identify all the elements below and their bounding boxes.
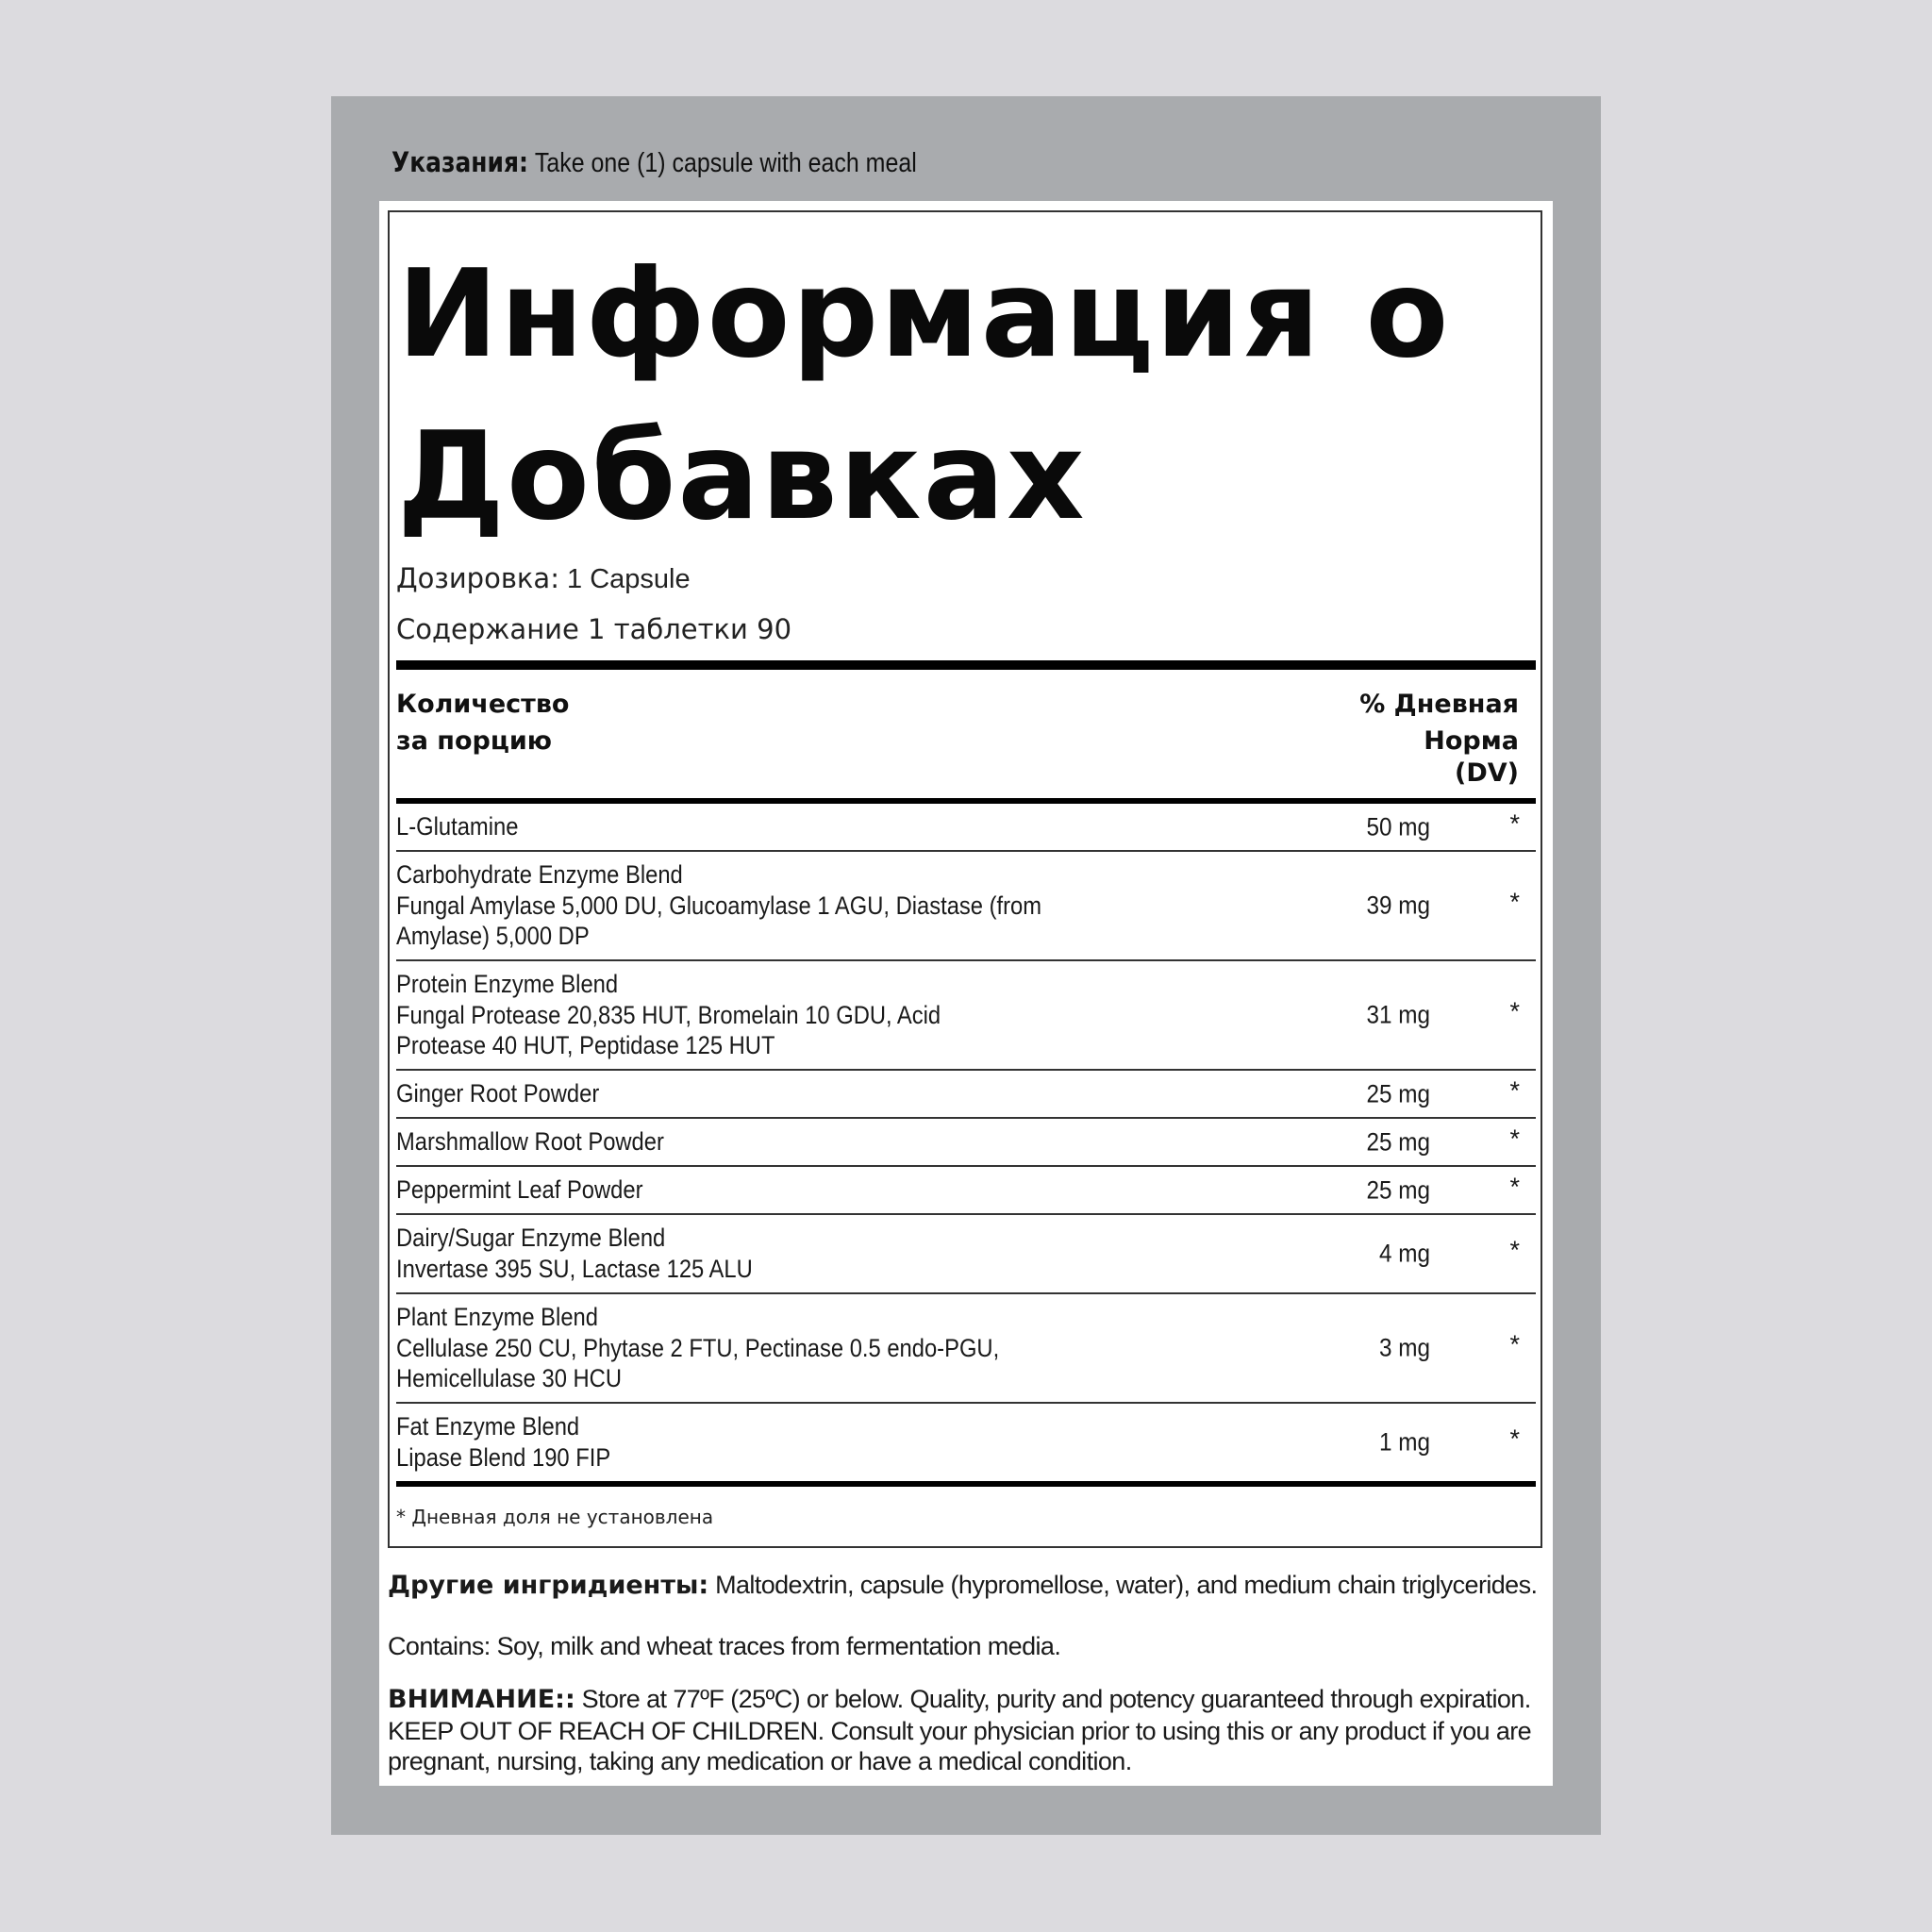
table-row — [396, 961, 1536, 1071]
allergen-statement: Contains: Soy, milk and wheat traces from fermentation media. — [388, 1632, 1061, 1660]
table-row — [396, 1119, 1536, 1167]
ingredient-amount: 50 mg — [1366, 812, 1430, 841]
daily-value-header — [1330, 686, 1519, 788]
ingredient-dv: * — [1509, 1124, 1520, 1153]
ingredient-detail: Cellulase 250 CU, Phytase 2 FTU, Pectinase 0.5 endo-PGU, Hemicellulase 30 HCU — [396, 1333, 1000, 1392]
facts-title: Информация о Добавках — [397, 244, 1451, 547]
serving-size-label: Дозировка: — [396, 562, 559, 594]
ingredient-amount: 39 mg — [1366, 891, 1430, 920]
directions-text: Take one (1) capsule with each meal — [528, 148, 917, 178]
thick-divider-top — [396, 660, 1536, 670]
ingredient-name: Fat Enzyme Blend — [396, 1412, 580, 1441]
table-row — [396, 1071, 1536, 1119]
ingredient-amount: 25 mg — [1366, 1079, 1430, 1108]
warning — [388, 1684, 1548, 1777]
warning-label: ВНИМАНИЕ:: — [388, 1685, 575, 1714]
ingredient-name: Protein Enzyme Blend — [396, 970, 619, 998]
table-row — [396, 1404, 1536, 1481]
table-row — [396, 804, 1536, 852]
ingredient-detail: Lipase Blend 190 FIP — [396, 1442, 611, 1472]
amount-header-line1: Количество — [396, 690, 570, 719]
table-row — [396, 1294, 1536, 1404]
daily-value-footnote: * Дневная доля не установлена — [396, 1506, 714, 1528]
dv-header-line1: % Дневная — [1359, 690, 1519, 719]
table-row — [396, 852, 1536, 961]
ingredient-name: Ginger Root Powder — [396, 1079, 600, 1108]
amount-header-line2: за порцию — [396, 726, 553, 756]
ingredient-name: Carbohydrate Enzyme Blend — [396, 860, 683, 889]
ingredient-dv: * — [1509, 1075, 1520, 1105]
dv-header-line2: Норма — [1424, 726, 1519, 756]
ingredient-dv: * — [1509, 1329, 1520, 1358]
ingredient-name: L-Glutamine — [396, 812, 519, 841]
ingredient-name: Plant Enzyme Blend — [396, 1303, 598, 1331]
ingredient-detail: Fungal Amylase 5,000 DU, Glucoamylase 1 AGU, Diastase (from Amylase) 5,000 DP — [396, 891, 1042, 950]
ingredient-dv: * — [1509, 996, 1520, 1025]
serving-size — [396, 562, 691, 595]
table-row — [396, 1215, 1536, 1294]
ingredient-dv: * — [1509, 808, 1520, 838]
ingredient-amount: 25 mg — [1366, 1175, 1430, 1204]
ingredient-amount: 25 mg — [1366, 1127, 1430, 1156]
ingredient-detail: Fungal Protease 20,835 HUT, Bromelain 10 GDU, Acid Protease 40 HUT, Peptidase 125 HUT — [396, 1000, 941, 1059]
table-row — [396, 1167, 1536, 1215]
ingredient-amount: 4 mg — [1378, 1239, 1430, 1268]
thick-divider-bottom — [396, 1481, 1536, 1487]
ingredient-detail: Invertase 395 SU, Lactase 125 ALU — [396, 1254, 753, 1283]
dv-header-line3: (DV) — [1455, 758, 1519, 788]
ingredient-dv: * — [1509, 887, 1520, 916]
ingredient-amount: 3 mg — [1378, 1333, 1430, 1362]
warning-text: Store at 77ºF (25ºC) or below. Quality, purity and potency guaranteed through expiration. KEEP OUT OF REACH OF CHILDREN. Consult your physician prior to using this or any product if you are pregnant, nursing, taking any medication or have a medical condition. — [388, 1685, 1532, 1775]
other-ingredients-text: Maltodextrin, capsule (hypromellose, water), and medium chain triglycerides. — [708, 1571, 1538, 1599]
amount-per-serving-header — [396, 686, 679, 759]
other-ingredients — [388, 1570, 1548, 1602]
other-ingredients-label: Другие ингридиенты: — [388, 1571, 709, 1600]
ingredient-dv: * — [1509, 1235, 1520, 1264]
ingredient-name: Marshmallow Root Powder — [396, 1127, 664, 1156]
ingredient-name: Peppermint Leaf Powder — [396, 1175, 643, 1204]
servings-per-container: Содержание 1 таблетки 90 — [396, 613, 792, 645]
ingredient-amount: 31 mg — [1366, 1000, 1430, 1029]
ingredient-name: Dairy/Sugar Enzyme Blend — [396, 1224, 666, 1252]
serving-size-value: 1 Capsule — [558, 564, 691, 594]
ingredient-dv: * — [1509, 1424, 1520, 1453]
ingredient-dv: * — [1509, 1172, 1520, 1201]
directions — [391, 146, 917, 179]
directions-label: Указания: — [391, 146, 529, 178]
ingredient-amount: 1 mg — [1378, 1427, 1430, 1457]
